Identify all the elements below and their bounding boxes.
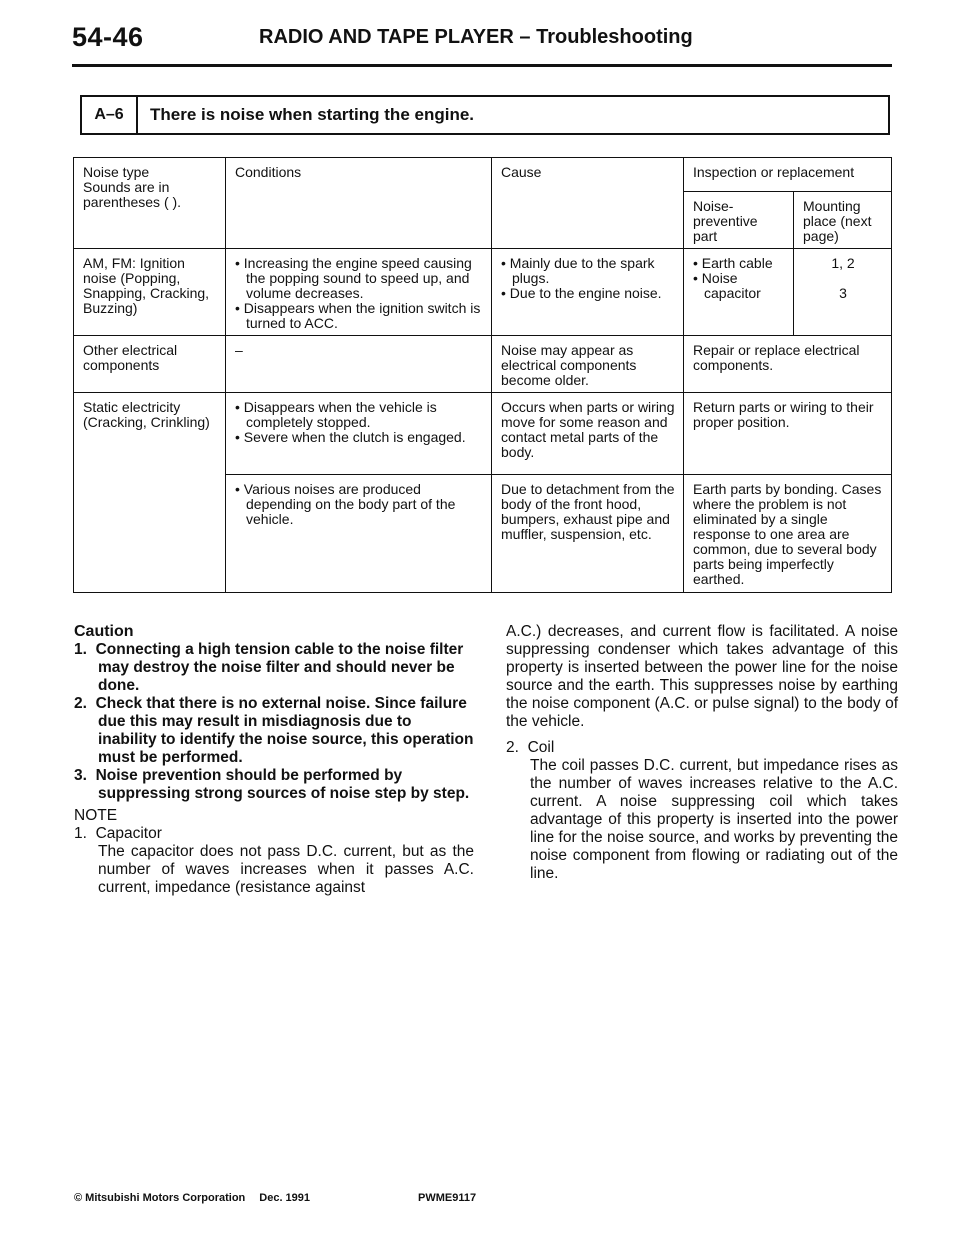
mounting-ref: 1, 2: [831, 255, 855, 271]
note-item-text: The coil passes D.C. current, but impedance rises as the number of waves increases relative to the A.C. current. A noise suppressing coil which takes advantage of this property is inserted into the power line for the noise source, and works by preventing the noise component from flowing or radiating out of the line.: [530, 757, 898, 882]
table-row: [74, 393, 892, 475]
header-cause: Cause: [492, 158, 684, 249]
cause-item: • Mainly due to the spark plugs.: [501, 255, 655, 286]
caution-item-number: 3.: [74, 767, 87, 784]
condition-item: • Disappears when the ignition switch is turned to ACC.: [235, 300, 481, 331]
footer-copyright: © Mitsubishi Motors Corporation: [74, 1192, 246, 1204]
condition-item: • Severe when the clutch is engaged.: [235, 429, 466, 445]
table-row: [74, 249, 892, 336]
page-title: RADIO AND TAPE PLAYER – Troubleshooting: [259, 26, 693, 48]
header-rule: [72, 64, 892, 67]
header-inspection: Inspection or replacement: [684, 158, 892, 192]
note-item-head: [506, 739, 898, 757]
noise-troubleshooting-table: [73, 157, 892, 593]
page-header: [72, 22, 892, 70]
cell-cause: Noise may appear as electrical components become older.: [492, 336, 684, 393]
footer-date: Dec. 1991: [259, 1192, 311, 1204]
cell-conditions: [226, 475, 492, 593]
cell-noise-preventive-part: [684, 249, 794, 336]
condition-item: • Disappears when the vehicle is completely stopped.: [235, 399, 437, 430]
caution-item-text: Check that there is no external noise. Since failure due this may result in misdiagnosis due to inability to identify the noise source, this operation must be performed.: [95, 695, 474, 766]
caution-item: [74, 695, 474, 767]
part-item: • Noise capacitor: [693, 270, 761, 301]
caution-item: [74, 767, 474, 803]
caution-heading: Caution: [74, 623, 134, 640]
header-conditions: Conditions: [226, 158, 492, 249]
table-header-row: [74, 158, 892, 192]
cell-cause: [492, 249, 684, 336]
cell-inspection: Repair or replace electrical components.: [684, 336, 892, 393]
cell-inspection: Earth parts by bonding. Cases where the problem is not eliminated by a single response to one area are common, due to several body parts being imperfectly earthed.: [684, 475, 892, 593]
note-item-title: Capacitor: [95, 825, 162, 842]
note-item-text-continued: A.C.) decreases, and current flow is facilitated. A noise suppressing condenser which takes advantage of this property is inserted between the power line for the noise source and the earth. This suppresses noise by earthing the noise component (A.C. or pulse signal) to the body of the vehicle.: [506, 623, 898, 730]
caution-item-number: 2.: [74, 695, 87, 712]
section-code: A–6: [82, 97, 138, 133]
note-item-title: Coil: [527, 739, 555, 756]
part-item: • Earth cable: [693, 255, 773, 271]
page-number: 54-46: [72, 22, 144, 52]
cell-cause: Due to detachment from the body of the front hood, bumpers, exhaust pipe and muffler, suspension, etc.: [492, 475, 684, 593]
cell-cause: Occurs when parts or wiring move for some reason and contact metal parts of the body.: [492, 393, 684, 475]
note-item-text: The capacitor does not pass D.C. current, but as the number of waves increases when it passes A.C. current, impedance (resistance against: [98, 843, 474, 896]
note-item-number: 1.: [74, 825, 87, 842]
header-noise-type-note: Sounds are in parentheses ( ).: [83, 179, 182, 210]
note-item-head: [74, 825, 474, 843]
cell-noise-type: AM, FM: Ignition noise (Popping, Snapping, Cracking, Buzzing): [74, 249, 226, 336]
cell-conditions: –: [226, 336, 492, 393]
cell-mounting-place: [794, 249, 892, 336]
section-title: There is noise when starting the engine.: [150, 105, 475, 124]
section-heading-box: [80, 95, 890, 135]
header-noise-type: [74, 158, 226, 249]
cell-conditions: [226, 393, 492, 475]
footer-code: PWME9117: [418, 1192, 477, 1204]
left-text-column: [74, 623, 474, 897]
note-item: [506, 739, 898, 883]
right-text-column: [506, 623, 898, 883]
cell-conditions: [226, 249, 492, 336]
footer-left: [74, 1192, 310, 1204]
caution-list: [74, 641, 474, 803]
header-part: Noise-preventive part: [684, 192, 794, 249]
note-item-number: 2.: [506, 739, 519, 756]
cell-noise-type: Static electricity (Cracking, Crinkling): [74, 393, 226, 593]
cell-noise-type: Other electrical components: [74, 336, 226, 393]
condition-item: • Various noises are produced depending on the body part of the vehicle.: [235, 481, 456, 527]
mounting-ref: 3: [839, 285, 847, 301]
note-heading: NOTE: [74, 807, 118, 824]
caution-item-text: Connecting a high tension cable to the noise filter may destroy the noise filter and should never be done.: [95, 641, 464, 694]
note-item: [74, 825, 474, 897]
cell-inspection: Return parts or wiring to their proper position.: [684, 393, 892, 475]
condition-item: • Increasing the engine speed causing the popping sound to speed up, and volume decreases.: [235, 255, 472, 301]
caution-item: [74, 641, 474, 695]
header-noise-type-label: Noise type: [83, 164, 150, 180]
caution-item-text: Noise prevention should be performed by suppressing strong sources of noise step by step.: [95, 767, 470, 802]
cause-item: • Due to the engine noise.: [501, 285, 662, 301]
table-row: [74, 336, 892, 393]
header-mounting: Mounting place (next page): [794, 192, 892, 249]
caution-item-number: 1.: [74, 641, 87, 658]
